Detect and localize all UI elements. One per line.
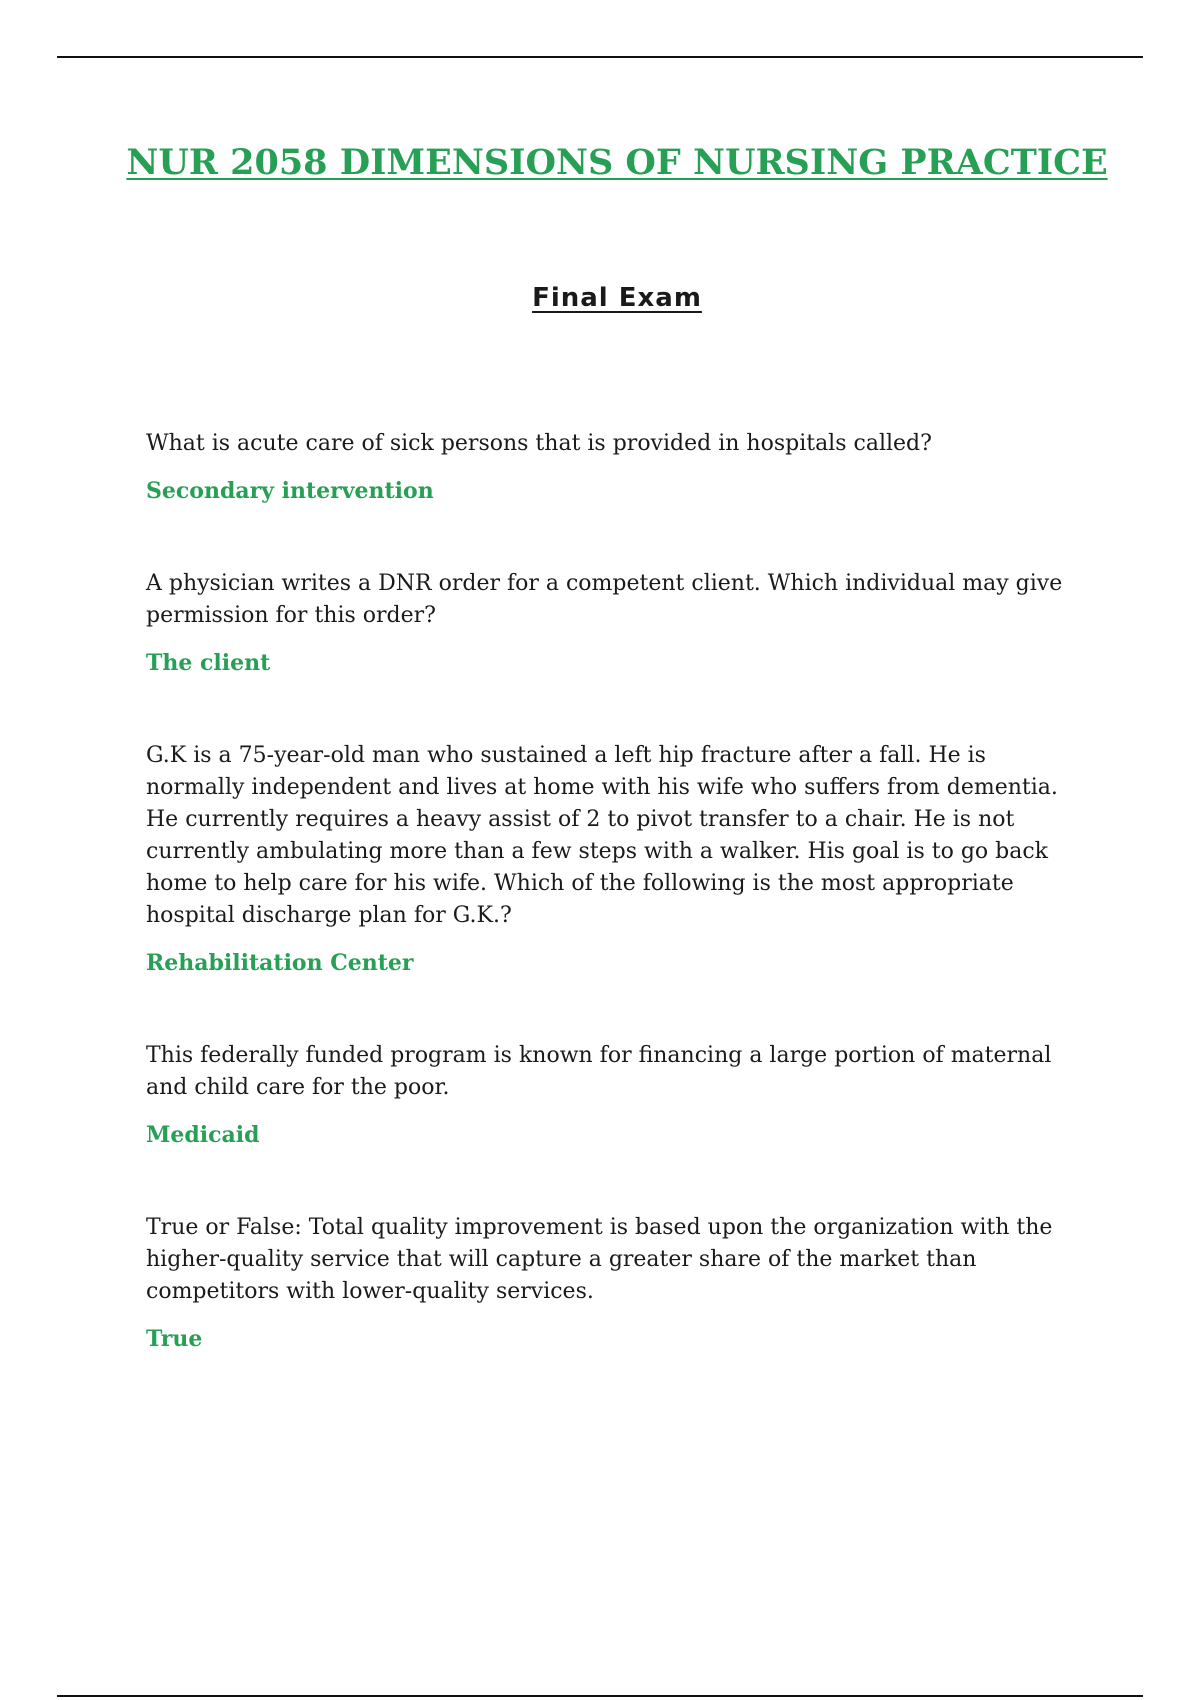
answer-text: True [146, 1326, 203, 1352]
document-title: NUR 2058 DIMENSIONS OF NURSING PRACTICE [126, 142, 1108, 183]
question-text: True or False: Total quality improvement is based upon the organization with the higher-quality service that will capture a greater share of the market than competitors with lower-quality services. [146, 1215, 1053, 1304]
answer-text: The client [146, 650, 271, 676]
question-item-2 [146, 568, 1086, 678]
question-item-3 [146, 740, 1086, 978]
top-rule [57, 56, 1143, 58]
answer-text: Medicaid [146, 1122, 260, 1148]
question-text: This federally funded program is known for financing a large portion of maternal and child care for the poor. [146, 1043, 1052, 1100]
question-item-4 [146, 1040, 1086, 1150]
question-item-5 [146, 1212, 1086, 1354]
question-text: G.K is a 75-year-old man who sustained a left hip fracture after a fall. He is normally independent and lives at home with his wife who suffers from dementia. He currently requires a heavy assist of 2 to pivot transfer to a chair. He is not currently ambulating more than a few steps with a walker. His goal is to go back home to help care for his wife. Which of the following is the most appropriate hospital discharge plan for G.K.? [146, 743, 1058, 928]
question-list [146, 428, 1086, 1416]
answer-text: Secondary intervention [146, 478, 434, 504]
question-item-1 [146, 428, 1086, 506]
question-text: What is acute care of sick persons that is provided in hospitals called? [146, 431, 932, 456]
exam-subtitle: Final Exam [532, 283, 702, 313]
bottom-rule [57, 1695, 1143, 1697]
answer-text: Rehabilitation Center [146, 950, 414, 976]
question-text: A physician writes a DNR order for a competent client. Which individual may give permission for this order? [146, 571, 1063, 628]
